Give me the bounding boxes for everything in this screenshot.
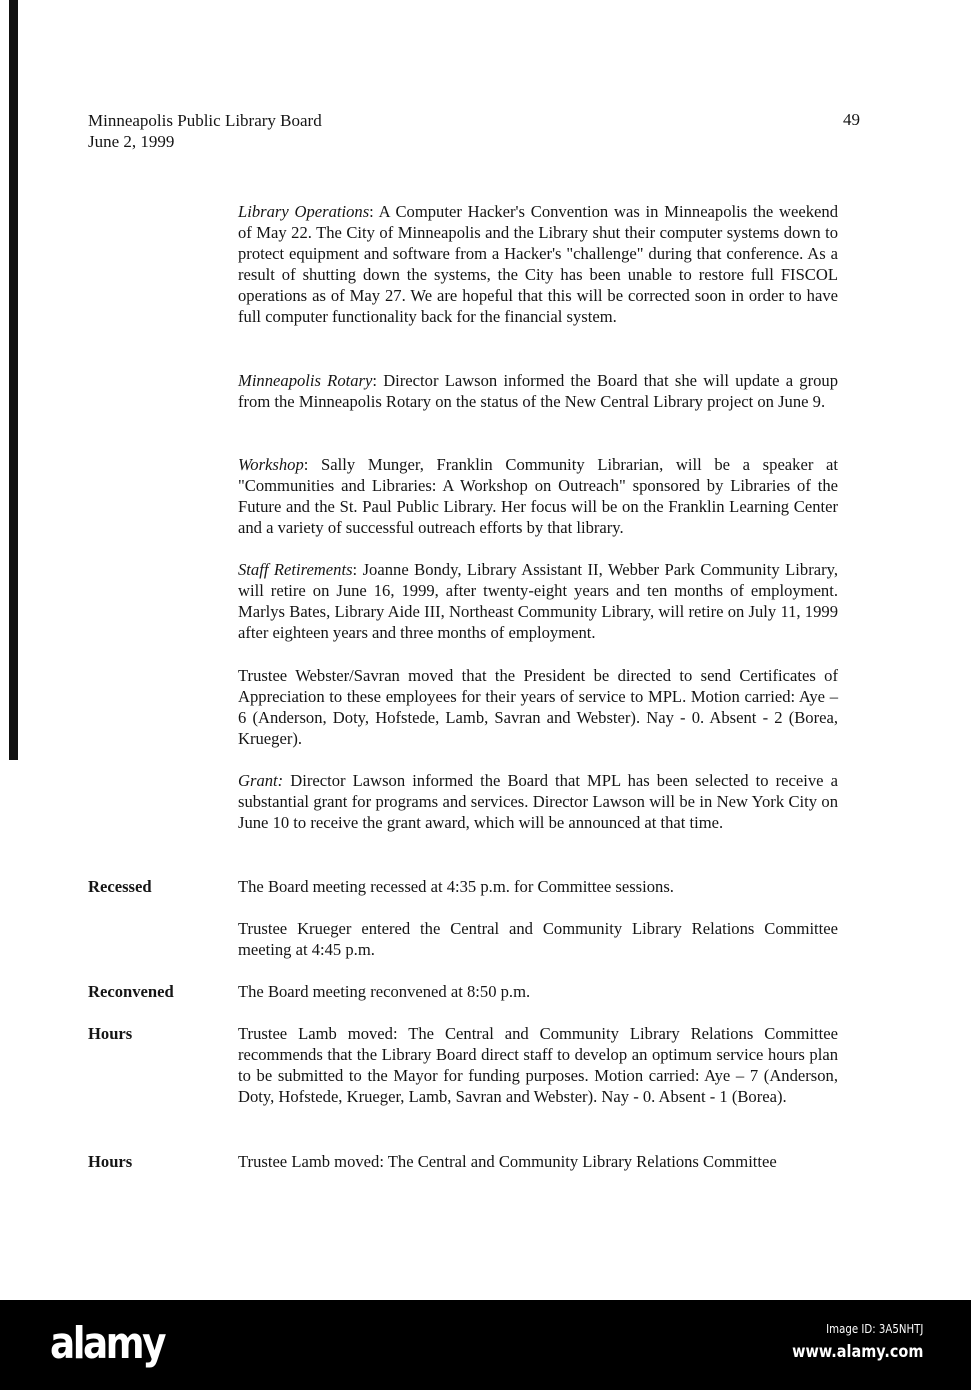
paragraph-lead: Workshop: [238, 455, 304, 474]
alamy-logo: alamy: [50, 1318, 164, 1369]
label-hours-2: Hours: [88, 1152, 133, 1171]
section-hours-2-text: Trustee Lamb moved: The Central and Community Library Relations Committee: [238, 1152, 777, 1171]
section-hours-text: Trustee Lamb moved: The Central and Community Library Relations Committee recommends that the Library Board direct staff to develop an optimum service hours plan to be submitted to the Mayor for funding purposes. Motion carried: Aye – 7 (Anderson, Doty, Hofstede, Krueger, Lamb, Savran and Webster). Nay - 0. Absent - 1 (Borea).: [238, 1024, 838, 1106]
paragraph-text: : Director Lawson informed the Board that she will update a group from the Minneapolis Rotary on the status of the New Central Library project on June 9.: [238, 371, 838, 411]
header-org: Minneapolis Public Library Board: [88, 111, 322, 130]
paragraph-text: Director Lawson informed the Board that MPL has been selected to receive a substantial grant for programs and services. Director Lawson will be in New York City on June 10 to receive the grant award, which will be announced at that time.: [238, 771, 838, 832]
label-hours: Hours: [88, 1024, 133, 1043]
section-recessed-text: The Board meeting recessed at 4:35 p.m. for Committee sessions.: [238, 877, 674, 896]
paragraph-motion-certificates: [238, 665, 838, 749]
watermark-bar: [0, 1300, 971, 1390]
label-reconvened: Reconvened: [88, 982, 174, 1001]
paragraph-text: Trustee Webster/Savran moved that the President be directed to send Certificates of Appreciation to these employees for their years of service to MPL. Motion carried: Aye – 6 (Anderson, Doty, Hofstede, Lamb, Savran and Webster). Nay - 0. Absent - 2 (Borea, Krueger).: [238, 666, 838, 748]
paragraph-library-operations: [238, 201, 838, 327]
paragraph-lead: Grant:: [238, 771, 284, 790]
paragraph-text: : Sally Munger, Franklin Community Librarian, will be a speaker at "Communities and Libraries: A Workshop on Outreach" sponsored by Libraries of the Future and the St. Paul Public Library. Her focus will be on the Franklin Learning Center and a variety of successful outreach efforts by that library.: [238, 455, 838, 537]
paragraph-grant: [238, 770, 838, 833]
label-recessed: Recessed: [88, 877, 152, 896]
page-number: 49: [843, 110, 860, 129]
paragraph-workshop: [238, 454, 838, 538]
paragraph-retirements: [238, 559, 838, 643]
paragraph-lead: Library Operations: [238, 202, 370, 221]
section-krueger-text: Trustee Krueger entered the Central and Community Library Relations Committee meeting at 4:45 p.m.: [238, 919, 838, 959]
paragraph-text: : Joanne Bondy, Library Assistant II, Webber Park Community Library, will retire on June 16, 1999, after twenty-eight years and ten months of employment. Marlys Bates, Library Aide III, Northeast Community Library, will retire on July 11, 1999 after eighteen years and three months of employment.: [238, 560, 838, 642]
paragraph-lead: Minneapolis Rotary: [238, 371, 373, 390]
header-date: June 2, 1999: [88, 132, 175, 151]
image-id: Image ID: 3A5NHTJ: [825, 1322, 923, 1336]
site-url: www.alamy.com: [791, 1342, 923, 1362]
paragraph-text: : A Computer Hacker's Convention was in Minneapolis the weekend of May 22. The City of Minneapolis and the Library shut their computer systems down to protect equipment and software from a Hacker's "challenge" during that conference. As a result of shutting down the systems, the City has been unable to restore full FISCOL operations as of May 27. We are hopeful that this will be corrected soon in order to have full computer functionality back for the financial system.: [238, 202, 838, 326]
section-reconvened-text: The Board meeting reconvened at 8:50 p.m.: [238, 982, 531, 1001]
paragraph-lead: Staff Retirements: [238, 560, 353, 579]
paragraph-rotary: [238, 370, 838, 412]
scan-edge-bar: [9, 0, 18, 760]
